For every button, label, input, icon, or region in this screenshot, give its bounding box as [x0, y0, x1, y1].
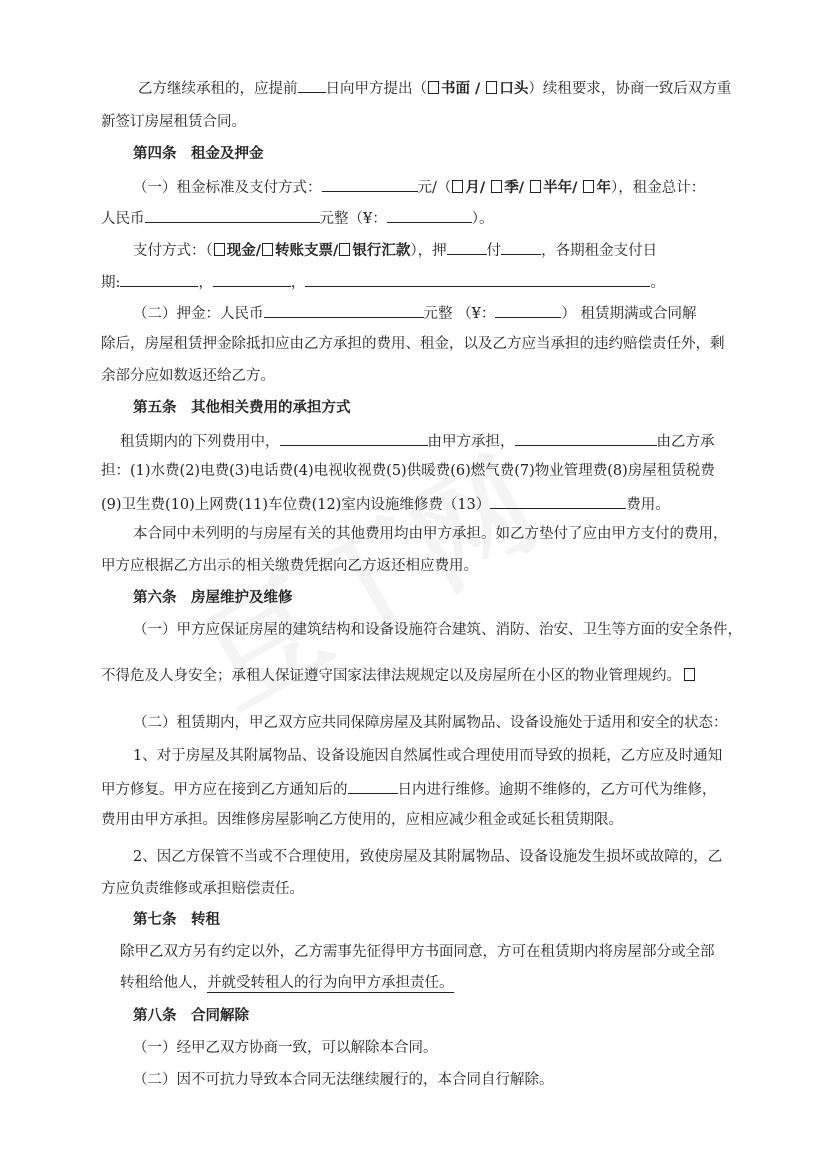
fees-line-5: 甲方应根据乙方出示的相关缴费凭据向乙方返还相应费用。 [101, 558, 478, 574]
blank-fees-party-a[interactable] [280, 430, 428, 446]
option-written: 书面 / [441, 81, 486, 97]
text: ），押 [410, 243, 447, 259]
blank-fees-party-b[interactable] [515, 430, 657, 446]
blank-pay-date-2[interactable] [213, 271, 291, 287]
option-month: 月/ [465, 180, 491, 196]
article-7-heading: 第七条 转租 [133, 912, 220, 928]
checkbox-cheque[interactable] [262, 243, 273, 256]
option-cash: 现金/ [226, 243, 262, 259]
checkbox-written[interactable] [428, 81, 439, 94]
text: 租赁期内的下列费用中， [120, 434, 280, 450]
article-4-heading: 第四条 租金及押金 [133, 146, 264, 162]
blank-rent-total[interactable] [145, 207, 320, 223]
deposit-line-1 [133, 302, 696, 324]
renewal-line-1 [138, 77, 731, 99]
termination-line-2: （二）因不可抗力导致本合同无法继续履行的，本合同自行解除。 [133, 1072, 554, 1088]
deposit-line-2: 除后，房屋租赁押金除抵扣应由乙方承担的费用、租金，以及乙方应当承担的违约赔偿责任外，剩 [101, 336, 725, 352]
text: 由乙方承 [656, 434, 715, 450]
text: 乙方继续承租的，应提前 [138, 81, 298, 97]
text: 付 [486, 243, 502, 259]
text: 日向甲方提出（ [325, 81, 427, 97]
termination-line-1: （一）经甲乙双方协商一致，可以解除本合同。 [133, 1040, 438, 1056]
blank-pay-date-3[interactable] [305, 271, 650, 287]
text: ， [290, 275, 306, 291]
option-cheque: 转账支票/ [275, 243, 339, 259]
article-5-heading: 第五条 其他相关费用的承担方式 [133, 400, 351, 416]
blank-deposit-yen[interactable] [495, 302, 561, 318]
text: ）。 [471, 211, 494, 227]
text: ， [198, 275, 213, 291]
option-half-year: 半年/ [543, 180, 583, 196]
text: 元整（¥： [319, 211, 387, 227]
fees-line-2: 担：(1)水费(2)电费(3)电话费(4)电视收视费(5)供暖费(6)燃气费(7)物业管理费(8)房屋租赁税费 [101, 463, 715, 479]
underlined-text: 并就受转租人的行为向甲方承担责任。 [207, 975, 454, 991]
checkbox-season[interactable] [491, 180, 502, 193]
option-oral: 口头 [499, 81, 529, 97]
blank-rent-total-yen[interactable] [387, 207, 472, 223]
blank-rent-amount[interactable] [322, 176, 418, 192]
maintenance-item-1-line-2 [101, 778, 717, 800]
text: ）续租要求，协商一致后双方重 [528, 81, 732, 97]
text: （一）租金标准及支付方式： [133, 180, 322, 196]
text: 由甲方承担， [427, 434, 515, 450]
text: (9)卫生费(10)上网费(11)车位费(12)室内设施维修费（13） [101, 497, 491, 513]
text: 甲方修复。甲方应在接到乙方通知后的 [101, 782, 348, 798]
checkbox-cash[interactable] [214, 243, 225, 256]
text: （二）押金：人民币 [133, 306, 264, 322]
blank-repair-days[interactable] [348, 778, 398, 794]
fees-line-1 [120, 430, 715, 452]
blank-fees-other[interactable] [490, 493, 626, 509]
checkbox-year[interactable] [583, 180, 594, 193]
blank-days[interactable] [298, 77, 326, 93]
maintenance-item-2-line-1: 2、因乙方保管不当或不合理使用，致使房屋及其附属物品、设备设施发生损坏或故障的，乙 [133, 849, 723, 865]
blank-deposit-amount[interactable] [264, 302, 424, 318]
maintenance-line-2 [101, 666, 697, 686]
text: ，各期租金支付日 [541, 243, 658, 259]
rent-standard-line [133, 176, 705, 198]
maintenance-line-1: （一）甲方应保证房屋的建筑结构和设备设施符合建筑、消防、治安、卫生等方面的安全条件， [133, 622, 742, 638]
text: 。 [650, 275, 665, 291]
blank-pay-months[interactable] [501, 239, 541, 255]
maintenance-item-2-line-2: 方应负责维修或承担赔偿责任。 [101, 881, 304, 897]
payment-dates-line [101, 271, 665, 293]
text: 元/（ [417, 180, 452, 196]
checkbox-half-year[interactable] [530, 180, 541, 193]
maintenance-line-3: （二）租赁期内，甲乙双方应共同保障房屋及其附属物品、设备设施处于适用和安全的状态： [133, 715, 728, 731]
deposit-line-3: 余部分应如数返还给乙方。 [101, 368, 275, 384]
text: 不得危及人身安全；承租人保证遵守国家法律法规规定以及房屋所在小区的物业管理规约。 [101, 668, 681, 684]
rent-total-line [101, 207, 493, 229]
article-6-heading: 第六条 房屋维护及维修 [133, 590, 293, 606]
text: 期: [101, 275, 121, 291]
blank-pay-date-1[interactable] [120, 271, 198, 287]
payment-method-line [133, 239, 657, 261]
checkbox-month[interactable] [452, 180, 463, 193]
maintenance-item-1-line-1: 1、对于房屋及其附属物品、设备设施因自然属性或合理使用而导致的损耗，乙方应及时通知 [133, 748, 723, 764]
option-bank-remittance: 银行汇款 [352, 243, 411, 259]
text: 费用。 [626, 497, 670, 513]
fees-line-3 [101, 493, 670, 515]
sublease-line-1: 除甲乙双方另有约定以外，乙方需事先征得甲方书面同意，方可在租赁期内将房屋部分或全部 [120, 944, 715, 960]
text: ） 租赁期满或合同解 [561, 306, 697, 322]
text: 支付方式：（ [133, 243, 213, 259]
text: 人民币 [101, 211, 145, 227]
checkbox-bank[interactable] [339, 243, 350, 256]
text: 转租给他人， [120, 975, 207, 991]
blank-deposit-months[interactable] [447, 239, 487, 255]
checkbox-oral[interactable] [486, 81, 497, 94]
option-year: 年 [596, 180, 611, 196]
sublease-line-2 [120, 973, 454, 993]
article-8-heading: 第八条 合同解除 [133, 1008, 249, 1024]
stray-box-icon [684, 668, 695, 681]
text: 日内进行维修。逾期不维修的，乙方可代为维修， [397, 782, 717, 798]
text: ），租金总计： [610, 180, 706, 196]
fees-line-4: 本合同中未列明的与房屋有关的其他费用均由甲方承担。如乙方垫付了应由甲方支付的费用， [133, 526, 728, 542]
maintenance-item-1-line-3: 费用由甲方承担。因维修房屋影响乙方使用的，应相应减少租金或延长租赁期限。 [101, 812, 623, 828]
renewal-line-2: 新签订房屋租赁合同。 [101, 114, 246, 130]
text: 元整 （¥： [423, 306, 496, 322]
option-season: 季/ [504, 180, 530, 196]
